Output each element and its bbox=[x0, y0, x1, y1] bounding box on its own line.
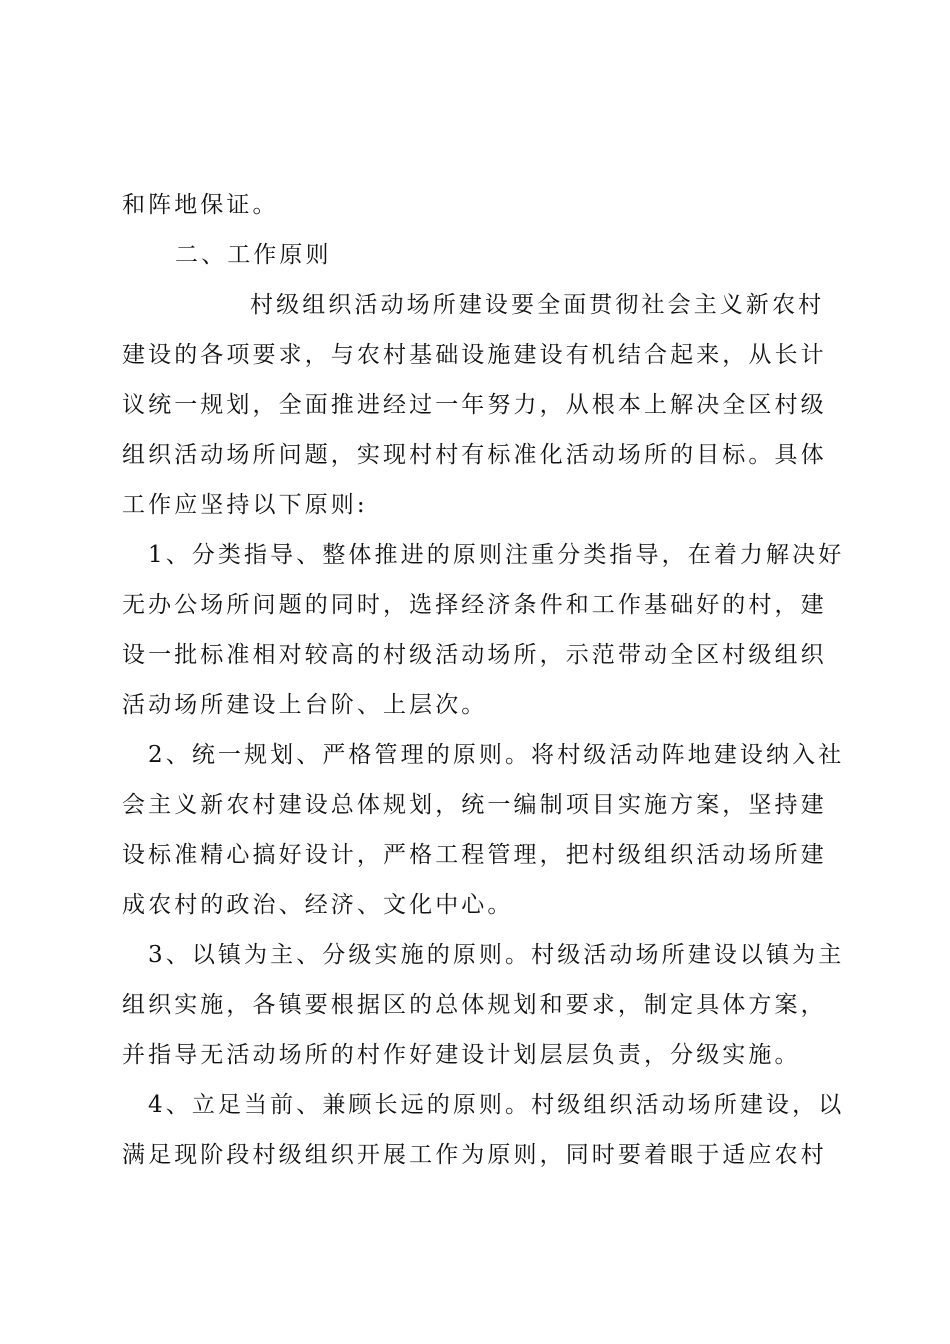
text-line-7: 工作应坚持以下原则: bbox=[122, 492, 368, 518]
principle-4-line-1: 4、立足当前、兼顾长远的原则。村级组织活动场所建设，以 bbox=[148, 1092, 845, 1118]
principle-2-line-3: 设标准精心搞好设计，严格工程管理，把村级组织活动场所建 bbox=[122, 842, 827, 868]
principle-2-line-4: 成农村的政治、经济、文化中心。 bbox=[122, 892, 514, 918]
text-line-4: 建设的各项要求，与农村基础设施建设有机结合起来，从长计 bbox=[122, 342, 827, 368]
principle-2-line-1: 2、统一规划、严格管理的原则。将村级活动阵地建设纳入社 bbox=[148, 742, 845, 768]
text-line-5: 议统一规划，全面推进经过一年努力，从根本上解决全区村级 bbox=[122, 392, 827, 418]
text-line-3: 村级组织活动场所建设要全面贯彻社会主义新农村 bbox=[250, 292, 825, 318]
principle-3-line-3: 并指导无活动场所的村作好建设计划层层负责，分级实施。 bbox=[122, 1042, 801, 1068]
text-line-6: 组织活动场所问题，实现村村有标准化活动场所的目标。具体 bbox=[122, 442, 827, 468]
principle-4-line-2: 满足现阶段村级组织开展工作为原则，同时要着眼于适应农村 bbox=[122, 1142, 827, 1168]
principle-3-line-2: 组织实施，各镇要根据区的总体规划和要求，制定具体方案， bbox=[122, 992, 827, 1018]
principle-1-line-3: 设一批标准相对较高的村级活动场所，示范带动全区村级组织 bbox=[122, 642, 827, 668]
principle-1-line-1: 1、分类指导、整体推进的原则注重分类指导，在着力解决好 bbox=[148, 542, 845, 568]
principle-3-line-1: 3、以镇为主、分级实施的原则。村级活动场所建设以镇为主 bbox=[148, 942, 845, 968]
principle-2-line-2: 会主义新农村建设总体规划，统一编制项目实施方案，坚持建 bbox=[122, 792, 827, 818]
text-line-1: 和阵地保证。 bbox=[122, 192, 279, 218]
principle-1-line-4: 活动场所建设上台阶、上层次。 bbox=[122, 692, 488, 718]
section-heading: 二、工作原则 bbox=[175, 242, 332, 268]
principle-1-line-2: 无办公场所问题的同时，选择经济条件和工作基础好的村，建 bbox=[122, 592, 827, 618]
